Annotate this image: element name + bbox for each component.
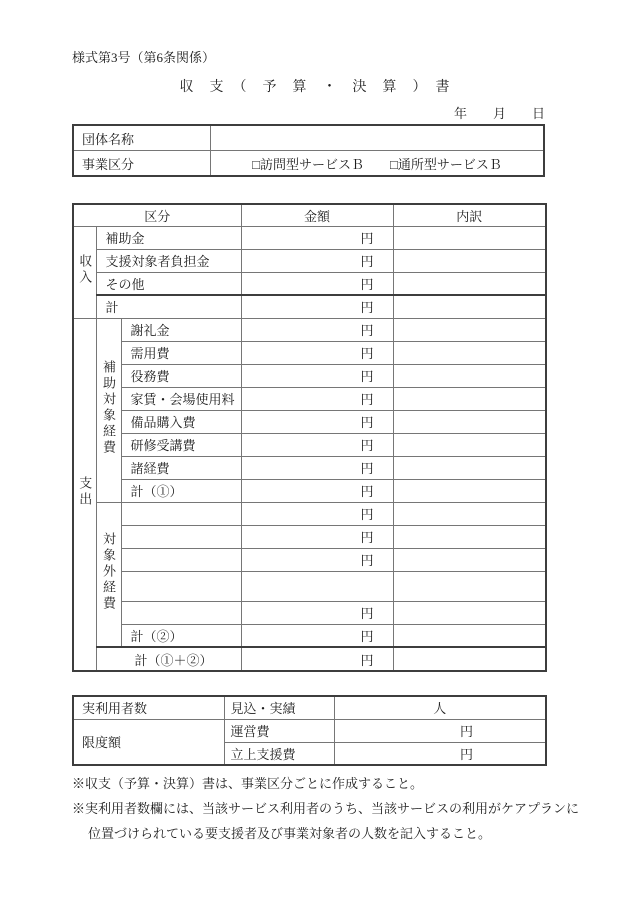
blank-item-cell bbox=[121, 601, 241, 624]
actual-users-label: 実利用者数 bbox=[73, 696, 224, 719]
amount-cell: 円 bbox=[241, 341, 393, 364]
amount-cell: 円 bbox=[241, 433, 393, 456]
page-title: 収 支 （ 予 算 ・ 決 算 ） 書 bbox=[179, 80, 451, 95]
footnotes bbox=[72, 771, 579, 846]
eligible-total-label: 計（①） bbox=[121, 479, 241, 502]
eligible-expense-group-label: 補助対象経費 bbox=[101, 360, 116, 456]
non-eligible-total-label: 計（②） bbox=[121, 624, 241, 647]
amount-cell: 円 bbox=[241, 647, 393, 671]
summary-table bbox=[72, 695, 547, 766]
income-item-label: 支援対象者負担金 bbox=[96, 249, 241, 272]
header-amount: 金額 bbox=[241, 204, 393, 226]
blank-item-cell bbox=[121, 525, 241, 548]
detail-cell bbox=[393, 601, 546, 624]
detail-cell bbox=[393, 249, 546, 272]
detail-cell bbox=[393, 387, 546, 410]
checkbox-visit-type-service-b: □訪問型サービスＢ bbox=[252, 156, 364, 172]
income-total-row bbox=[73, 295, 546, 318]
expense-group-label: 支出 bbox=[77, 476, 93, 509]
amount-cell: 円 bbox=[241, 456, 393, 479]
amount-cell: 円 bbox=[241, 272, 393, 295]
amount-cell: 円 bbox=[241, 318, 393, 341]
income-item-label: その他 bbox=[96, 272, 241, 295]
checkbox-commute-type-service-b: □通所型サービスＢ bbox=[390, 156, 502, 172]
limit-label: 限度額 bbox=[73, 719, 224, 765]
blank-item-cell bbox=[121, 548, 241, 571]
income-row bbox=[73, 272, 546, 295]
business-category-value bbox=[211, 151, 545, 177]
budget-table bbox=[72, 203, 547, 672]
expense-grand-total-label: 計（①＋②） bbox=[96, 647, 241, 671]
footnote-line: 位置づけられている要支援者及び事業対象者の人数を記入すること。 bbox=[88, 826, 492, 841]
non-eligible-row bbox=[73, 502, 546, 525]
detail-cell bbox=[393, 525, 546, 548]
expense-row bbox=[73, 433, 546, 456]
detail-cell bbox=[393, 341, 546, 364]
expense-item-label: 役務費 bbox=[121, 364, 241, 387]
footnote-line: ※収支（予算・決算）書は、事業区分ごとに作成すること。 bbox=[72, 776, 424, 791]
blank-item-cell bbox=[121, 571, 241, 601]
business-category-row bbox=[73, 151, 544, 177]
detail-cell bbox=[393, 502, 546, 525]
amount-cell: 円 bbox=[241, 601, 393, 624]
non-eligible-group-cell bbox=[96, 502, 121, 647]
detail-cell bbox=[393, 548, 546, 571]
detail-cell bbox=[393, 624, 546, 647]
startup-support-cost-label: 立上支援費 bbox=[224, 742, 334, 765]
expense-item-label: 家賃・会場使用料 bbox=[121, 387, 241, 410]
limit-operating-row bbox=[73, 719, 546, 742]
amount-cell: 円 bbox=[241, 624, 393, 647]
form-number: 様式第3号（第6条関係） bbox=[72, 50, 216, 65]
non-eligible-row bbox=[73, 548, 546, 571]
expense-item-label: 需用費 bbox=[121, 341, 241, 364]
amount-cell: 円 bbox=[241, 295, 393, 318]
estimate-actual-label: 見込・実績 bbox=[224, 696, 334, 719]
expense-item-label: 備品購入費 bbox=[121, 410, 241, 433]
eligible-expense-group-cell bbox=[96, 318, 121, 502]
detail-cell bbox=[393, 456, 546, 479]
expense-row bbox=[73, 387, 546, 410]
non-eligible-row bbox=[73, 601, 546, 624]
amount-cell: 円 bbox=[241, 502, 393, 525]
expense-grand-total-row bbox=[73, 647, 546, 671]
non-eligible-total-row bbox=[73, 624, 546, 647]
non-eligible-group-label: 対象外経費 bbox=[101, 532, 116, 613]
org-name-value bbox=[211, 125, 545, 151]
non-eligible-row bbox=[73, 525, 546, 548]
footnote-line: ※実利用者数欄には、当該サービス利用者のうち、当該サービスの利用がケアプランに bbox=[72, 801, 580, 816]
expense-item-label: 謝礼金 bbox=[121, 318, 241, 341]
amount-cell: 円 bbox=[241, 249, 393, 272]
detail-cell bbox=[393, 479, 546, 502]
detail-cell bbox=[393, 410, 546, 433]
date-line: 年 月 日 bbox=[453, 106, 545, 121]
amount-cell: 円 bbox=[241, 226, 393, 249]
income-total-label: 計 bbox=[96, 295, 241, 318]
org-name-row bbox=[73, 125, 544, 151]
amount-cell: 円 bbox=[241, 548, 393, 571]
eligible-total-row bbox=[73, 479, 546, 502]
detail-cell bbox=[393, 318, 546, 341]
detail-cell bbox=[393, 647, 546, 671]
amount-cell: 円 bbox=[241, 364, 393, 387]
person-unit-cell: 人 bbox=[334, 696, 546, 719]
amount-cell: 円 bbox=[241, 525, 393, 548]
info-table bbox=[72, 124, 545, 177]
expense-group-cell bbox=[73, 318, 96, 671]
detail-cell bbox=[393, 433, 546, 456]
org-name-label: 団体名称 bbox=[73, 125, 211, 151]
detail-cell bbox=[393, 364, 546, 387]
income-group-cell bbox=[73, 226, 96, 318]
expense-item-label: 諸経費 bbox=[121, 456, 241, 479]
business-category-label: 事業区分 bbox=[73, 151, 211, 177]
expense-row bbox=[73, 364, 546, 387]
expense-row bbox=[73, 456, 546, 479]
income-row bbox=[73, 226, 546, 249]
actual-users-row bbox=[73, 696, 546, 719]
expense-item-label: 研修受講費 bbox=[121, 433, 241, 456]
blank-item-cell bbox=[121, 502, 241, 525]
income-item-label: 補助金 bbox=[96, 226, 241, 249]
header-detail: 内訳 bbox=[393, 204, 546, 226]
expense-row bbox=[73, 341, 546, 364]
header-kubun: 区分 bbox=[73, 204, 241, 226]
amount-cell-blank bbox=[241, 571, 393, 601]
income-group-label: 収入 bbox=[77, 254, 93, 286]
amount-cell: 円 bbox=[241, 410, 393, 433]
detail-cell bbox=[393, 226, 546, 249]
budget-header-row bbox=[73, 204, 546, 226]
detail-cell bbox=[393, 295, 546, 318]
amount-cell: 円 bbox=[241, 479, 393, 502]
expense-row bbox=[73, 318, 546, 341]
non-eligible-row bbox=[73, 571, 546, 601]
amount-cell: 円 bbox=[241, 387, 393, 410]
detail-cell bbox=[393, 272, 546, 295]
operating-cost-label: 運営費 bbox=[224, 719, 334, 742]
income-row bbox=[73, 249, 546, 272]
amount-cell: 円 bbox=[334, 719, 546, 742]
detail-cell bbox=[393, 571, 546, 601]
amount-cell: 円 bbox=[334, 742, 546, 765]
expense-row bbox=[73, 410, 546, 433]
